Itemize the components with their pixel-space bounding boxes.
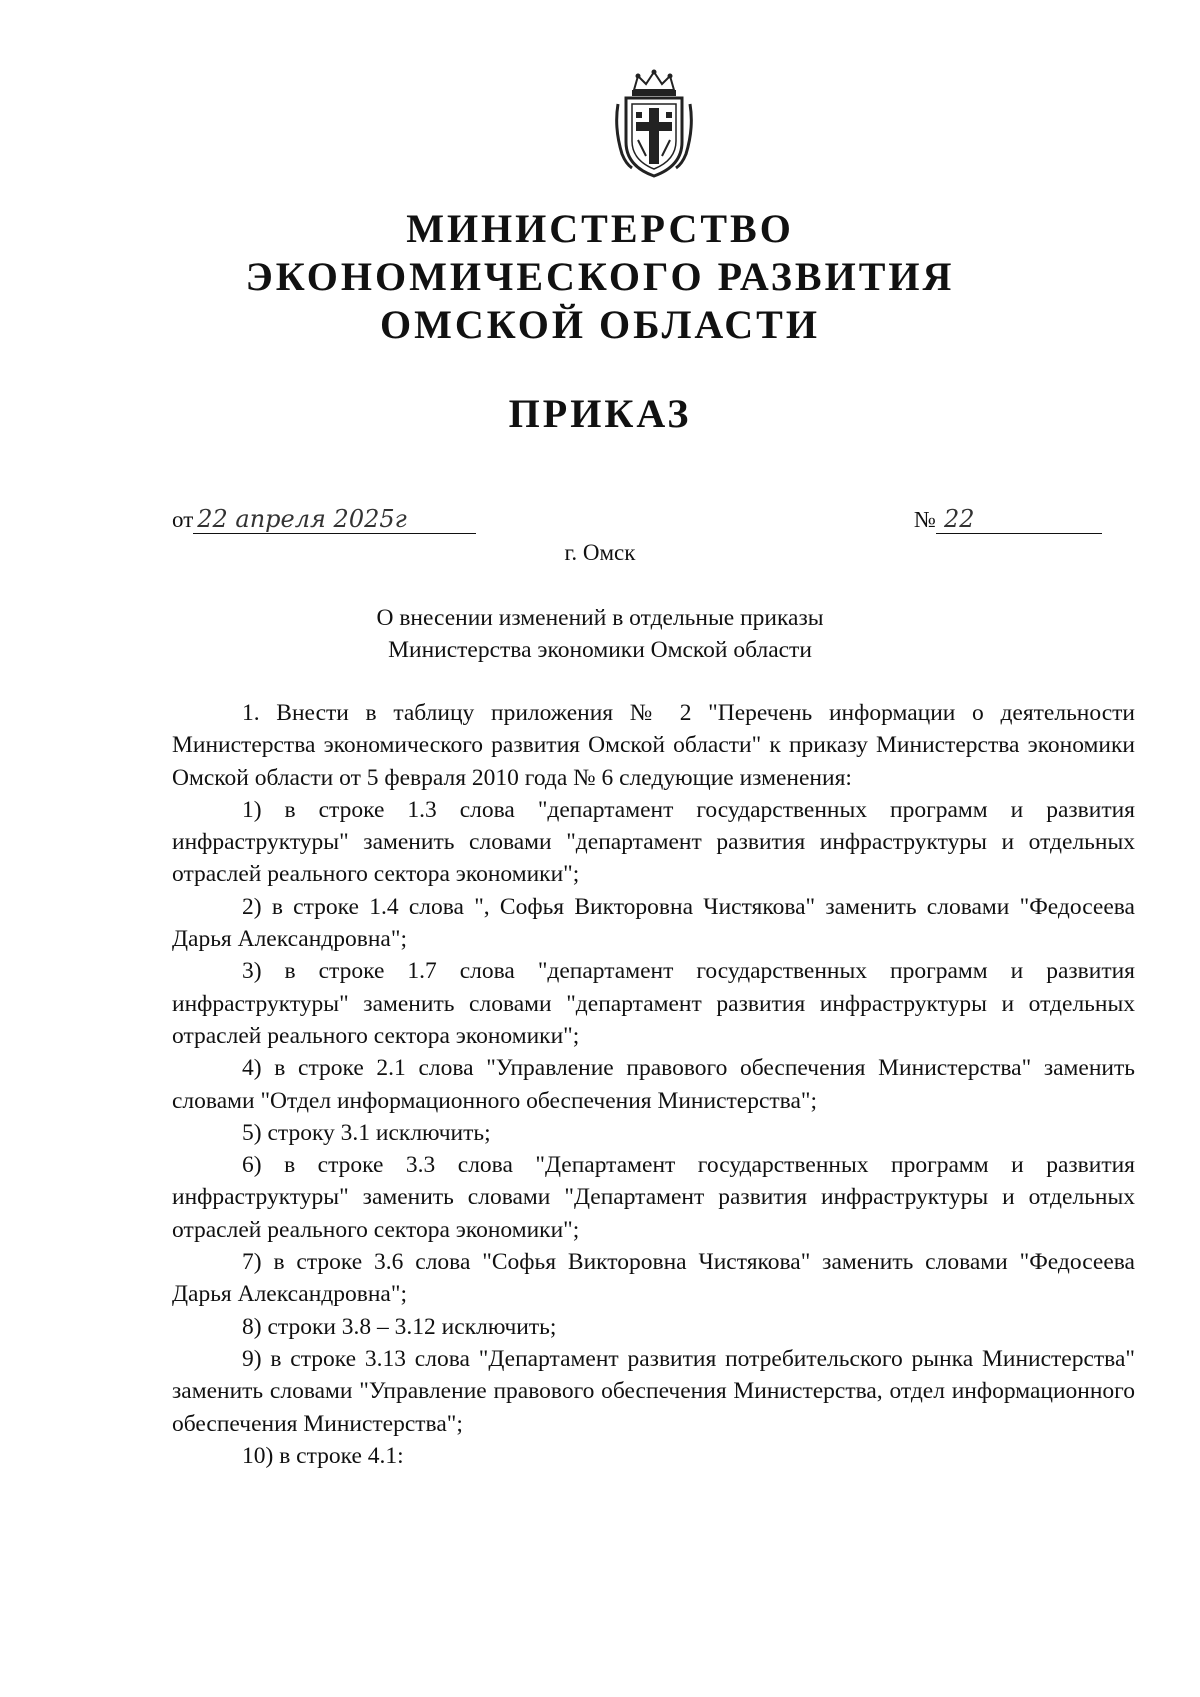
ministry-line-2: ЭКОНОМИЧЕСКОГО РАЗВИТИЯ [245,254,955,299]
ministry-line-3: ОМСКОЙ ОБЛАСТИ [380,302,820,347]
paragraph-item-9: 9) в строке 3.13 слова "Департамент развития потребительского рынка Министерства" заменить словами "Управление правового обеспечения Министерства, отдел информационного обеспечения Министерства"; [172,1345,1135,1437]
paragraph-item-5: 5) строку 3.1 исключить; [242,1119,491,1146]
paragraph-item-2: 2) в строке 1.4 слова ", Софья Викторовна Чистякова" заменить словами "Федосеева Дарья Александровна"; [172,893,1135,953]
paragraph-item-7: 7) в строке 3.6 слова "Софья Викторовна Чистякова" заменить словами "Федосеева Дарья Александровна"; [172,1249,1135,1308]
paragraph-item-3: 3) в строке 1.7 слова "департамент государственных программ и развития инфраструктуры" заменить словами "департамент развития инфраструктуры и отдельных отраслей реального сектора экономики"; [172,958,1135,1049]
document-body [172,697,1135,1472]
document-type: ПРИКАЗ [508,391,692,436]
number-value: 22 [936,505,1102,534]
paragraph-item-6: 6) в строке 3.3 слова "Департамент государственных программ и развития инфраструктуры" заменить словами "Департамент развития инфраструктуры и отдельных отраслей реального сектора экономики"; [172,1152,1135,1243]
city: г. Омск [564,540,636,565]
ministry-line-1: МИНИСТЕРСТВО [406,206,794,251]
paragraph-item-8: 8) строки 3.8 – 3.12 исключить; [242,1313,557,1340]
paragraph-1: 1. Внести в таблицу приложения № 2 "Перечень информации о деятельности Министерства экономического развития Омской области" к приказу Министерства экономики Омской области от 5 февраля 2010 года № 6 следующие изменения: [172,700,1135,791]
date-value: 22 апреля 2025г [193,505,476,534]
paragraph-item-1: 1) в строке 1.3 слова "департамент государственных программ и развития инфраструктуры" заменить словами "департамент развития инфраструктуры и отдельных отраслей реального сектора экономики"; [172,796,1135,888]
ministry-name [200,205,1000,349]
subject-line-1: О внесении изменений в отдельные приказы [376,605,824,631]
coat-of-arms-icon [612,68,696,180]
date-prefix: от [172,507,194,532]
paragraph-item-10: 10) в строке 4.1: [242,1442,404,1469]
number-line [914,505,1102,534]
paragraph-item-4: 4) в строке 2.1 слова "Управление правового обеспечения Министерства" заменить словами "Отдел информационного обеспечения Министерства"; [172,1055,1135,1114]
subject-line-2: Министерства экономики Омской области [388,637,812,663]
date-line [172,505,476,534]
subject [250,602,950,666]
number-prefix: № [914,507,936,532]
